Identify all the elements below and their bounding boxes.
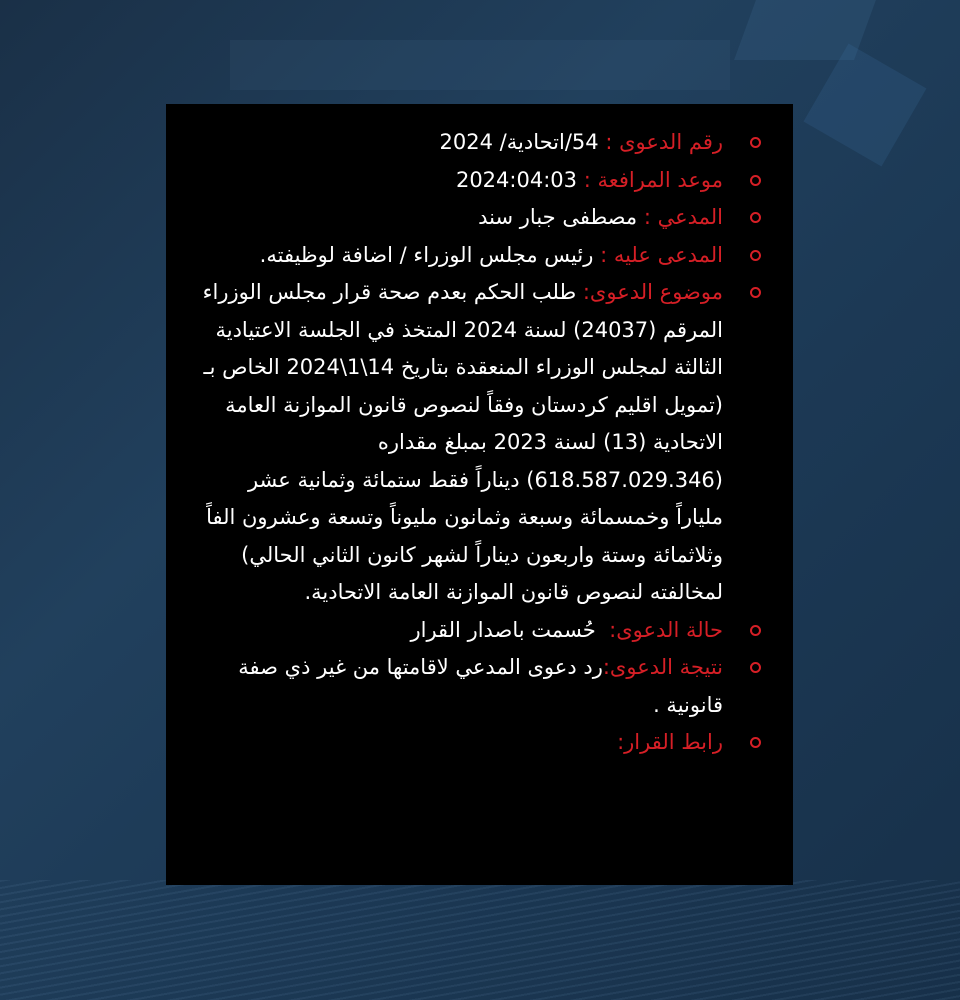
- bullet-circle-icon: [750, 737, 761, 748]
- case-status-item: [196, 612, 763, 650]
- case-subject-item: [196, 274, 763, 612]
- decision-link-label: رابط القرار:: [617, 730, 723, 754]
- case-result-item: [196, 649, 763, 724]
- plaintiff-item: [196, 199, 763, 237]
- bullet-circle-icon: [750, 137, 761, 148]
- case-status-value: حُسمت باصدار القرار: [410, 617, 610, 642]
- plaintiff-value: مصطفى جبار سند: [478, 205, 644, 229]
- case-number-label: رقم الدعوى :: [605, 130, 723, 154]
- bullet-circle-icon: [750, 175, 761, 186]
- hearing-date-item: [196, 162, 763, 200]
- bullet-circle-icon: [750, 625, 761, 636]
- case-result-label: نتيجة الدعوى:: [602, 655, 723, 679]
- case-subject-label: موضوع الدعوى:: [582, 280, 723, 304]
- case-number-value: 54/اتحادية/ 2024: [439, 130, 606, 154]
- hearing-date-value: 2024:04:03: [455, 167, 584, 192]
- defendant-item: [196, 237, 763, 275]
- hearing-date-label: موعد المرافعة :: [583, 167, 723, 192]
- case-details-list: [196, 124, 763, 762]
- case-info-card: [166, 104, 793, 885]
- defendant-value: رئيس مجلس الوزراء / اضافة لوظيفته.: [259, 242, 601, 267]
- case-subject-value: طلب الحكم بعدم صحة قرار مجلس الوزراء المرقم (24037) لسنة 2024 المتخذ في الجلسة الاعتيادية الثالثة لمجلس الوزراء المنعقدة بتاريخ 14\1\2024 الخاص بـ (تمويل اقليم كردستان وفقاً لنصوص قانون الموازنة العامة الاتحادية (13) لسنة 2023 بمبلغ مقداره (618.587.029.346) ديناراً فقط ستمائة وثمانية عشر ملياراً وخمسمائة وسبعة وثمانون مليوناً وتسعة وعشرون الفاً وثلاثمائة وستة واربعون ديناراً لشهر كانون الثاني الحالي) لمخالفته لنصوص قانون الموازنة العامة الاتحادية.: [202, 280, 723, 604]
- bullet-circle-icon: [750, 250, 761, 261]
- case-status-label: حالة الدعوى:: [609, 617, 723, 642]
- background-wave-pattern: [0, 880, 960, 1000]
- background-shape: [804, 44, 927, 167]
- background-shape: [230, 40, 730, 90]
- defendant-label: المدعى عليه :: [600, 242, 723, 267]
- case-result-value: رد دعوى المدعي لاقامتها من غير ذي صفة قانونية .: [238, 655, 723, 717]
- bullet-circle-icon: [750, 212, 761, 223]
- bullet-circle-icon: [750, 662, 761, 673]
- bullet-circle-icon: [750, 287, 761, 298]
- case-number-item: [196, 124, 763, 162]
- decision-link-item: [196, 724, 763, 762]
- plaintiff-label: المدعي :: [643, 205, 723, 229]
